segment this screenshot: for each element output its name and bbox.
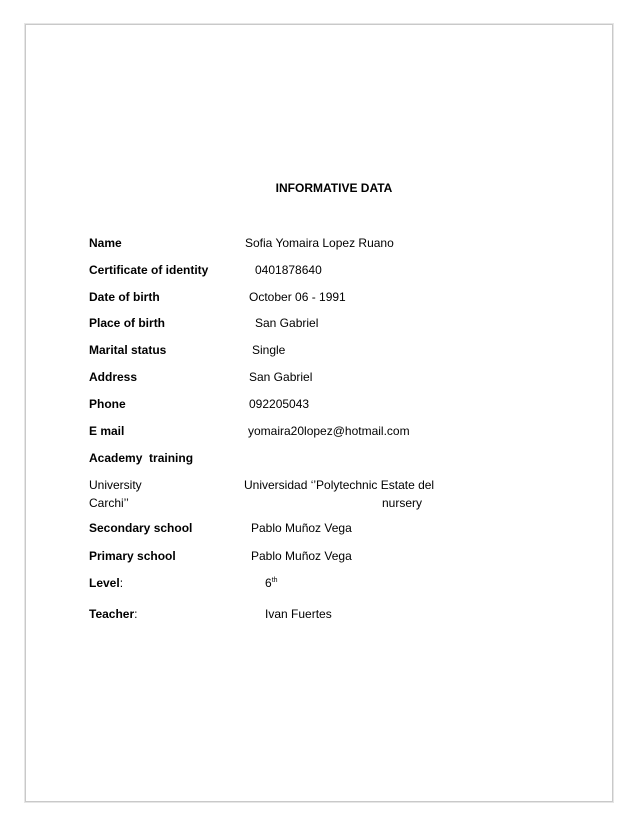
value-primary-school: Pablo Muñoz Vega [251, 549, 352, 563]
value-university: Universidad ‘’Polytechnic Estate del [244, 478, 435, 492]
label-teacher [89, 607, 137, 621]
value-address: San Gabriel [249, 370, 313, 384]
label-academy-training: Academy training [89, 451, 194, 465]
value-marital-status: Single [252, 343, 286, 357]
label-level [89, 576, 123, 590]
label-email: E mail [89, 424, 125, 438]
page-border [25, 24, 613, 802]
value-level [265, 576, 278, 590]
value-level-number: 6 [265, 576, 272, 590]
value-date-of-birth: October 06 - 1991 [249, 290, 346, 304]
label-date-of-birth: Date of birth [89, 290, 160, 304]
label-university-line2: Carchi’’ [89, 496, 129, 510]
value-phone: 092205043 [249, 397, 310, 411]
value-email: yomaira20lopez@hotmail.com [248, 424, 410, 438]
value-secondary-school: Pablo Muñoz Vega [251, 521, 352, 535]
value-teacher: Ivan Fuertes [265, 607, 332, 621]
value-university-line2: nursery [382, 496, 423, 510]
value-place-of-birth: San Gabriel [255, 316, 319, 330]
label-teacher-colon: : [134, 607, 138, 621]
label-secondary-school: Secondary school [89, 521, 193, 535]
label-marital-status: Marital status [89, 343, 167, 357]
label-name: Name [89, 236, 122, 250]
label-level-text: Level [89, 576, 120, 590]
label-teacher-text: Teacher [89, 607, 135, 621]
label-place-of-birth: Place of birth [89, 316, 166, 330]
value-name: Sofia Yomaira Lopez Ruano [245, 236, 394, 250]
document-title: INFORMATIVE DATA [275, 181, 393, 195]
label-primary-school: Primary school [89, 549, 176, 563]
value-certificate: 0401878640 [255, 263, 322, 277]
label-level-colon: : [119, 576, 124, 590]
label-address: Address [89, 370, 138, 384]
value-level-suffix: th [271, 577, 278, 584]
label-university: University [89, 478, 142, 492]
label-certificate: Certificate of identity [89, 263, 209, 277]
label-phone: Phone [89, 397, 126, 411]
